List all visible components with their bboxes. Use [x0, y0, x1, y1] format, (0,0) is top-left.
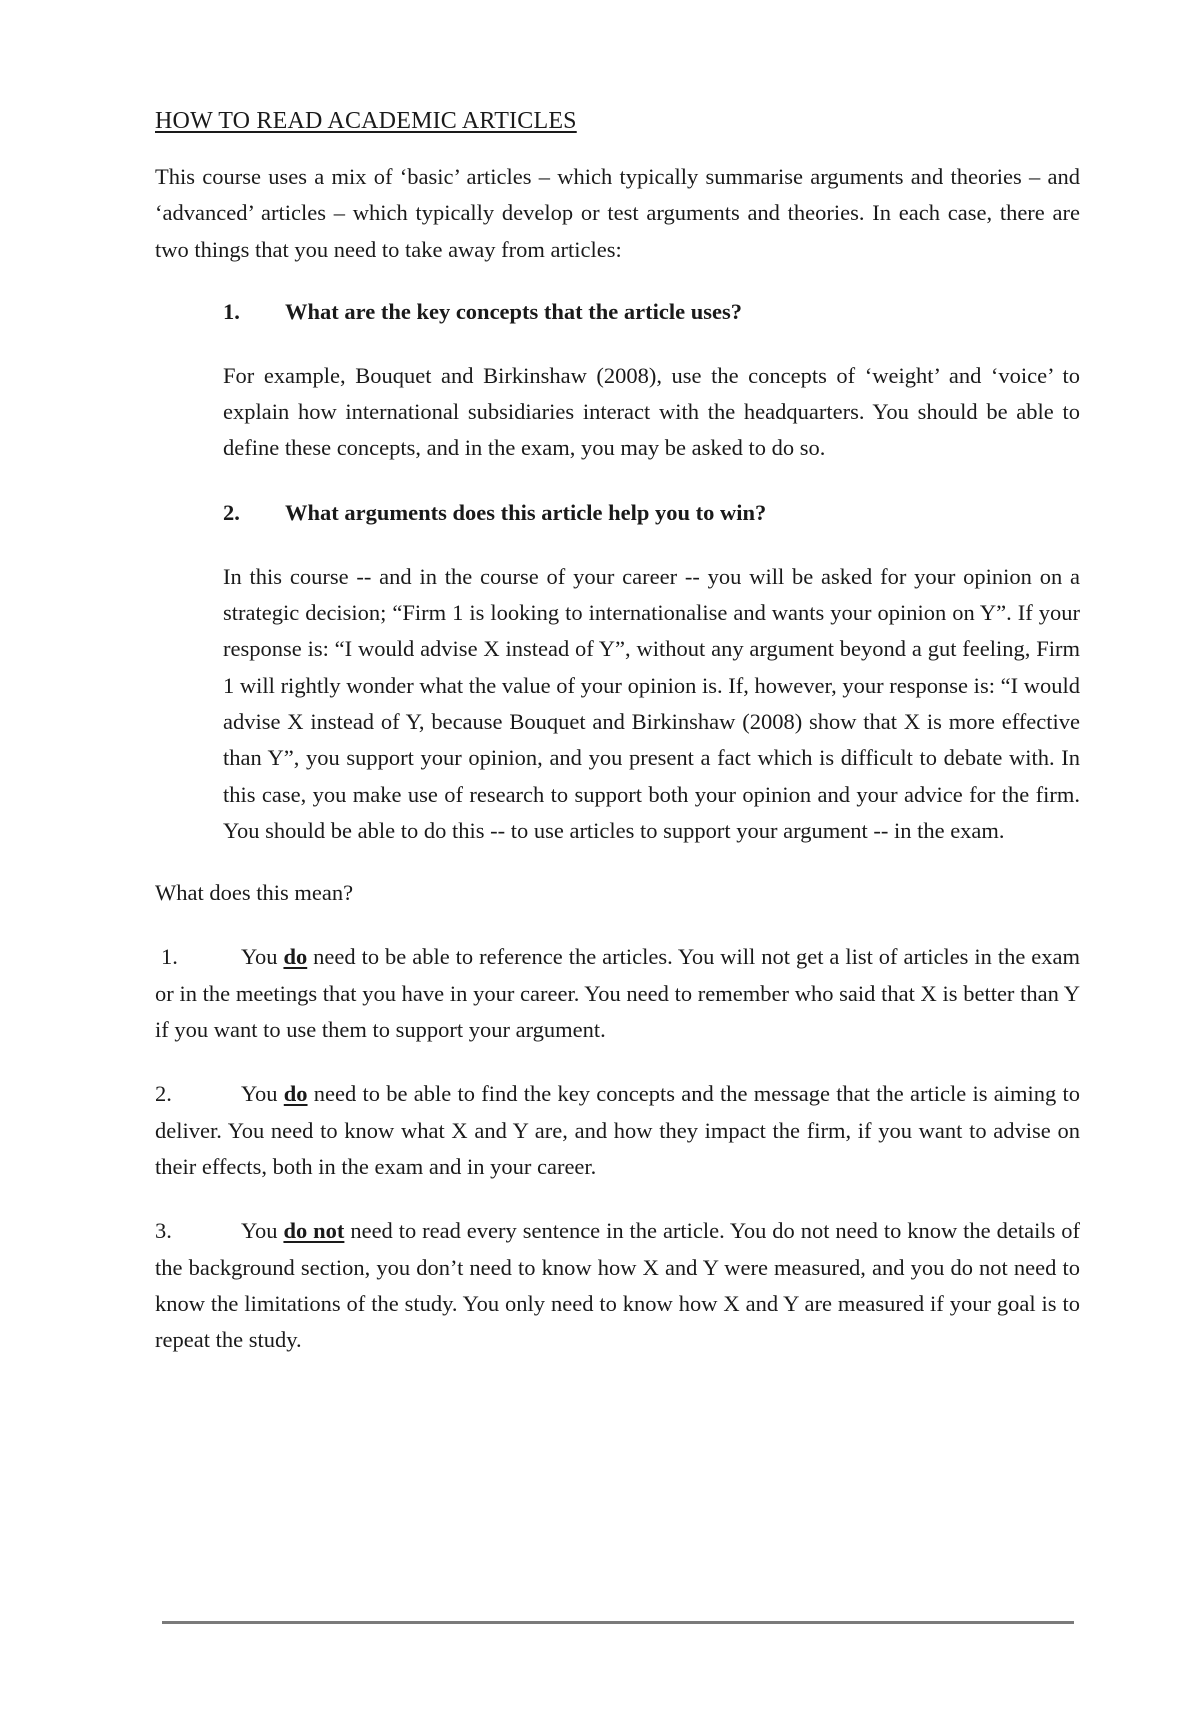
footer-divider: [162, 1621, 1074, 1624]
point-number: 2.: [155, 1081, 172, 1107]
point-emphasis: do: [283, 944, 308, 970]
question-number: 1.: [223, 298, 240, 324]
point-2: [155, 1076, 1080, 1185]
point-number: 3.: [155, 1218, 172, 1244]
question-text: What are the key concepts that the article uses?: [285, 298, 743, 324]
point-text: need to be able to find the key concepts and the message that the article is aiming to deliver. You need to know what X and Y are, and how they impact the firm, if you want to advise on their effects, both in the exam and in your career.: [155, 1081, 1080, 1179]
question-body-2: In this course -- and in the course of your career -- you will be asked for your opinion on a strategic decision; “Firm 1 is looking to internationalise and wants your opinion on Y”. If your response is: “I would advise X instead of Y”, without any argument beyond a gut feeling, Firm 1 will rightly wonder what the value of your opinion is. If, however, your response is: “I would advise X instead of Y, because Bouquet and Birkinshaw (2008) show that X is more effective than Y”, you support your opinion, and you present a fact which is difficult to debate with. In this case, you make use of research to support both your opinion and your advice for the firm. You should be able to do this -- to use articles to support your argument -- in the exam.: [223, 563, 1080, 843]
point-emphasis: do not: [283, 1218, 345, 1244]
point-lead: You: [241, 944, 278, 970]
point-number: 1.: [161, 944, 178, 970]
question-text: What arguments does this article help you to win?: [285, 499, 767, 525]
intro-paragraph: This course uses a mix of ‘basic’ articles – which typically summarise arguments and theories – and ‘advanced’ articles – which typically develop or test arguments and theories. In each case, there are two things that you need to take away from articles:: [155, 164, 1080, 262]
point-lead: You: [241, 1081, 278, 1107]
question-heading-2: [223, 495, 1080, 531]
question-body-1: For example, Bouquet and Birkinshaw (2008), use the concepts of ‘weight’ and ‘voice’ to explain how international subsidiaries interact with the headquarters. You should be able to define these concepts, and in the exam, you may be asked to do so.: [223, 362, 1080, 461]
point-text: need to be able to reference the articles. You will not get a list of articles in the exam or in the meetings that you have in your career. You need to remember who said that X is better than Y if you want to use them to support your argument.: [155, 944, 1080, 1043]
question-number: 2.: [223, 499, 240, 525]
point-text: need to read every sentence in the article. You do not need to know the details of the background section, you don’t need to know how X and Y were measured, and you do not need to know the limitations of the study. You only need to know how X and Y are measured if your goal is to repeat the study.: [155, 1218, 1081, 1353]
point-3: [155, 1213, 1080, 1358]
point-emphasis: do: [283, 1081, 308, 1107]
point-1: [155, 939, 1080, 1048]
document-page: [155, 108, 1080, 1386]
point-lead: You: [241, 1218, 278, 1244]
meaning-question: What does this mean?: [155, 880, 354, 906]
page-title: HOW TO READ ACADEMIC ARTICLES: [155, 108, 577, 134]
question-heading-1: [223, 294, 1080, 330]
